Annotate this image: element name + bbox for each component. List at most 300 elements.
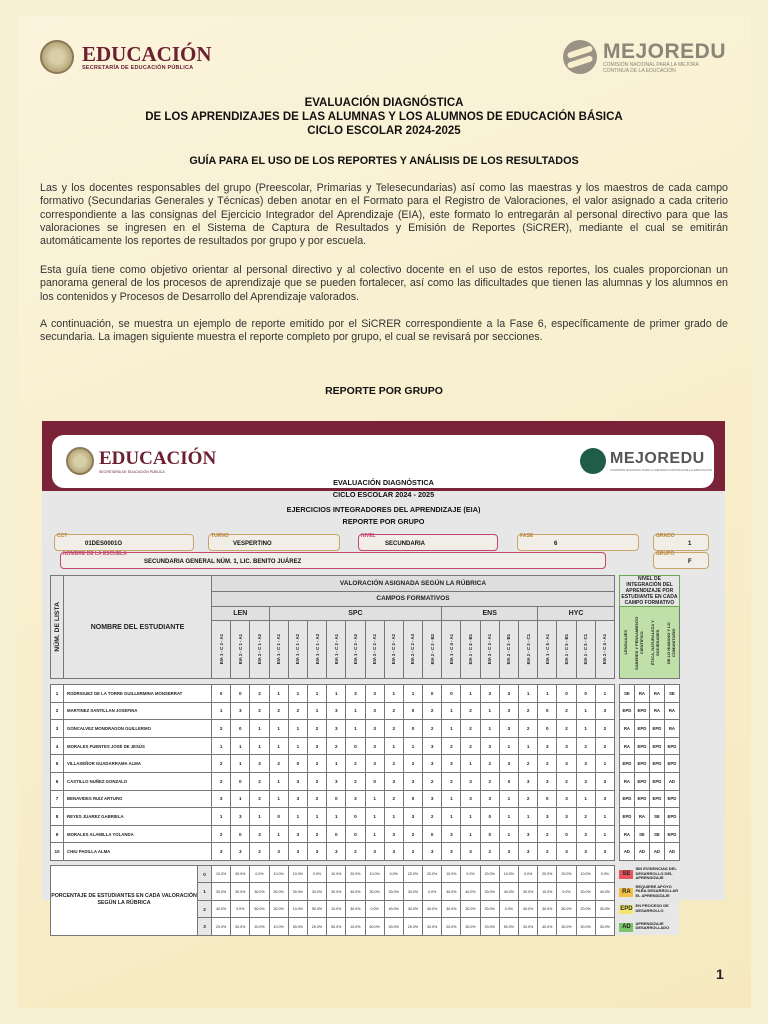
criterion-6	[327, 621, 346, 679]
score-cell: 1	[288, 720, 307, 738]
turno-value: VESPERTINO	[233, 541, 272, 547]
criterion-label: EIA 2 - C 2 - A3	[410, 633, 416, 665]
legend-text: APRENDIZAJE DESARROLLADO	[635, 920, 670, 931]
legend-ra	[619, 883, 679, 901]
percent-cell: 0.0%	[595, 865, 614, 883]
score-cell: 1	[480, 720, 499, 738]
score-cell: 0	[231, 772, 250, 790]
score-cell: 3	[423, 755, 442, 773]
score-cell: 1	[403, 685, 422, 703]
percent-cell: 0.0%	[557, 883, 576, 901]
score-cell: 0	[538, 720, 557, 738]
score-cell: 2	[403, 755, 422, 773]
grado-value: 1	[688, 541, 692, 547]
header-campos-formativos: CAMPOS FORMATIVOS	[212, 591, 615, 607]
score-cell: 1	[250, 737, 269, 755]
student-number: 8	[51, 808, 64, 826]
score-cell: 1	[288, 737, 307, 755]
percent-cell: 40.0%	[442, 883, 461, 901]
score-cell: 1	[346, 702, 365, 720]
page-number: 1	[716, 966, 724, 982]
score-cell: 3	[423, 790, 442, 808]
score-cell: 3	[576, 755, 595, 773]
score-cell: 2	[250, 772, 269, 790]
cct-label: CCT	[57, 533, 68, 539]
criterion-label: EIA 1 - C 5 - A1	[544, 633, 550, 665]
score-cell: 0	[557, 825, 576, 843]
score-cell: 1	[269, 685, 288, 703]
score-cell: 3	[307, 737, 326, 755]
score-cell: 1	[269, 772, 288, 790]
criterion-20	[595, 621, 614, 679]
score-cell: 1	[365, 808, 384, 826]
percent-cell: 0.0%	[499, 900, 518, 918]
percent-cell: 30.0%	[461, 900, 480, 918]
score-cell: 3	[288, 843, 307, 861]
result-cell: RA	[619, 772, 634, 790]
doc-title-3: CICLO ESCOLAR 2024-2025	[307, 125, 461, 137]
score-cell: 2	[269, 755, 288, 773]
score-cell: 1	[307, 808, 326, 826]
percent-cell: 20.0%	[480, 865, 499, 883]
percent-cell: 20.0%	[212, 918, 231, 936]
result-cell: EPD	[619, 702, 634, 720]
score-cell: 1	[269, 790, 288, 808]
score-cell: 3	[480, 737, 499, 755]
percent-cell: 30.0%	[595, 900, 614, 918]
score-cell: 2	[519, 720, 538, 738]
percent-cell: 40.0%	[231, 865, 250, 883]
score-cell: 1	[307, 702, 326, 720]
score-cell: 1	[519, 685, 538, 703]
score-cell: 2	[403, 825, 422, 843]
header-valoracion: VALORACIÓN ASIGNADA SEGÚN LA RÚBRICA	[212, 576, 615, 592]
score-cell: 3	[346, 790, 365, 808]
score-cell: 2	[250, 702, 269, 720]
score-cell: 2	[576, 808, 595, 826]
score-cell: 1	[212, 702, 231, 720]
score-cell: 2	[423, 772, 442, 790]
score-cell: 0	[480, 808, 499, 826]
mejoredu-wordmark: MEJOREDU	[603, 39, 727, 63]
score-cell: 1	[365, 790, 384, 808]
legend-text: EN PROCESO DE DESARROLLO	[635, 903, 669, 913]
campo-2: ÉTICA, NATURALEZA Y SOCIEDADES	[649, 620, 660, 665]
fase-value: 6	[554, 541, 558, 547]
score-cell: 3	[212, 843, 231, 861]
score-cell: 3	[461, 843, 480, 861]
score-cell: 1	[384, 737, 403, 755]
header-student-name: NOMBRE DEL ESTUDIANTE	[64, 576, 212, 679]
report-sep-subtitle: SECRETARÍA DE EDUCACIÓN PÚBLICA	[99, 470, 165, 474]
percent-cell: 50.0%	[307, 900, 326, 918]
score-cell: 3	[365, 685, 384, 703]
result-cell: EPD	[664, 825, 679, 843]
turno-field	[208, 534, 340, 551]
criterion-label: EIA 2 - C 1 - A1	[237, 633, 243, 665]
percent-cell: 40.0%	[423, 918, 442, 936]
criterion-label: EIA 2 - C 2 - B2	[429, 633, 435, 665]
score-cell: 1	[327, 808, 346, 826]
percent-cell: 50.0%	[327, 918, 346, 936]
criterion-5	[307, 621, 326, 679]
score-cell: 3	[327, 720, 346, 738]
criterion-label: EIA 1 - C 2 - A1	[333, 633, 339, 665]
result-cell: SE	[649, 808, 664, 826]
legend-epd	[619, 900, 679, 918]
percent-cell: 30.0%	[288, 883, 307, 901]
result-cell: EPD	[619, 790, 634, 808]
result-cell: EPD	[664, 808, 679, 826]
results-table	[50, 575, 680, 936]
table-row	[51, 702, 680, 720]
doc-title-2: DE LOS APRENDIZAJES DE LAS ALUMNAS Y LOS ALUMNOS DE EDUCACIÓN BÁSICA	[145, 111, 623, 123]
score-cell: 1	[461, 755, 480, 773]
score-cell: 2	[480, 755, 499, 773]
score-cell: 3	[288, 772, 307, 790]
student-name: MARTINEZ SANTILLAN JOSEFINA	[64, 702, 212, 720]
national-seal-icon	[40, 40, 74, 74]
score-cell: 1	[307, 685, 326, 703]
percent-cell: 30.0%	[403, 883, 422, 901]
percent-cell: 30.0%	[519, 918, 538, 936]
score-cell: 1	[403, 737, 422, 755]
percent-cell: 30.0%	[250, 883, 269, 901]
score-cell: 3	[595, 843, 614, 861]
percent-cell: 0.0%	[461, 865, 480, 883]
score-cell: 1	[212, 737, 231, 755]
student-number: 10	[51, 843, 64, 861]
criterion-9	[384, 621, 403, 679]
result-cell: RA	[634, 685, 649, 703]
score-cell: 3	[595, 790, 614, 808]
report-educacion-wordmark: EDUCACIÓN	[99, 448, 217, 469]
group-ens: ENS	[442, 607, 538, 621]
report-mejoredu-wordmark: MEJOREDU	[610, 450, 705, 467]
score-cell: 3	[557, 790, 576, 808]
criterion-13	[461, 621, 480, 679]
score-cell: 2	[423, 720, 442, 738]
result-cell: RA	[619, 737, 634, 755]
score-cell: 0	[327, 790, 346, 808]
score-cell: 1	[231, 737, 250, 755]
criterion-14	[480, 621, 499, 679]
criterion-label: EIA 1 - C 1 - A1	[276, 633, 282, 665]
table-row	[51, 808, 680, 826]
mejoredu-subtitle-1: COMISIÓN NACIONAL PARA LA MEJORA	[603, 61, 699, 68]
percent-cell: 20.0%	[538, 865, 557, 883]
criterion-12	[442, 621, 461, 679]
score-cell: 0	[346, 808, 365, 826]
result-cell: EPD	[619, 755, 634, 773]
score-cell: 1	[595, 755, 614, 773]
score-cell: 0	[231, 685, 250, 703]
score-cell: 2	[269, 702, 288, 720]
percent-cell: 50.0%	[269, 883, 288, 901]
score-cell: 2	[307, 755, 326, 773]
score-cell: 1	[499, 808, 518, 826]
report-title-3: EJERCICIOS INTEGRADORES DEL APRENDIZAJE (EIA)	[286, 505, 481, 514]
result-cell: EPD	[634, 702, 649, 720]
result-cell: EPD	[634, 720, 649, 738]
score-cell: 3	[327, 843, 346, 861]
score-cell: 3	[442, 755, 461, 773]
score-cell: 2	[461, 737, 480, 755]
score-cell: 2	[384, 702, 403, 720]
score-cell: 0	[212, 685, 231, 703]
result-cell: EPD	[649, 790, 664, 808]
score-cell: 0	[423, 825, 442, 843]
score-cell: 3	[423, 737, 442, 755]
score-cell: 3	[365, 720, 384, 738]
score-cell: 0	[499, 772, 518, 790]
sep-logo	[40, 40, 212, 74]
criterion-label: EIA 1 - C 4 - A1	[448, 633, 454, 665]
student-name: MORALES FUENTES JOSÉ DE JESÚS	[64, 737, 212, 755]
score-cell: 2	[423, 808, 442, 826]
section-title: REPORTE POR GRUPO	[325, 385, 443, 397]
percent-cell: 20.0%	[250, 918, 269, 936]
score-cell: 3	[480, 790, 499, 808]
criterion-0	[212, 621, 231, 679]
score-cell: 2	[307, 790, 326, 808]
criterion-19	[576, 621, 595, 679]
doc-subtitle: GUÍA PARA EL USO DE LOS REPORTES Y ANÁLISIS DE LOS RESULTADOS	[189, 155, 579, 167]
percent-cell: 30.0%	[461, 918, 480, 936]
result-cell: AD	[634, 843, 649, 861]
educacion-wordmark: EDUCACIÓN	[82, 41, 212, 66]
percent-cell: 10.0%	[499, 865, 518, 883]
report-title-4: REPORTE POR GRUPO	[342, 517, 425, 526]
percent-cell: 40.0%	[595, 883, 614, 901]
score-cell: 2	[327, 737, 346, 755]
percent-cell: 20.0%	[576, 900, 595, 918]
percent-cell: 0.0%	[423, 883, 442, 901]
score-cell: 1	[595, 825, 614, 843]
criterion-17	[538, 621, 557, 679]
percent-cell: 30.0%	[327, 883, 346, 901]
score-cell: 3	[250, 825, 269, 843]
criterion-10	[403, 621, 422, 679]
percent-key: 0	[198, 865, 212, 883]
score-cell: 3	[288, 790, 307, 808]
result-cell: EPD	[634, 737, 649, 755]
student-number: 1	[51, 685, 64, 703]
percent-cell: 20.0%	[442, 918, 461, 936]
percent-cell: 10.0%	[365, 865, 384, 883]
score-cell: 1	[576, 720, 595, 738]
score-cell: 1	[595, 685, 614, 703]
result-cell: AD	[619, 843, 634, 861]
score-cell: 3	[595, 702, 614, 720]
score-cell: 2	[557, 702, 576, 720]
score-cell: 3	[365, 702, 384, 720]
percent-cell: 0.0%	[250, 865, 269, 883]
score-cell: 2	[519, 702, 538, 720]
percent-cell: 10.0%	[288, 865, 307, 883]
percent-cell: 50.0%	[288, 918, 307, 936]
percent-cell: 30.0%	[557, 918, 576, 936]
percent-cell: 30.0%	[595, 918, 614, 936]
score-cell: 0	[403, 720, 422, 738]
percent-cell: 40.0%	[346, 883, 365, 901]
result-cell: RA	[649, 702, 664, 720]
result-cell: EPD	[649, 755, 664, 773]
criterion-label: EIA 1 - C 4 - B1	[468, 633, 474, 665]
result-cell: RA	[634, 808, 649, 826]
criterion-1	[231, 621, 250, 679]
score-cell: 2	[384, 790, 403, 808]
score-cell: 1	[576, 702, 595, 720]
table-row	[51, 825, 680, 843]
score-cell: 3	[442, 843, 461, 861]
score-cell: 0	[288, 755, 307, 773]
score-cell: 3	[595, 772, 614, 790]
percent-cell: 40.0%	[212, 900, 231, 918]
percent-cell: 40.0%	[384, 900, 403, 918]
percent-cell: 10.0%	[538, 883, 557, 901]
group-spc: SPC	[269, 607, 442, 621]
result-cell: RA	[649, 685, 664, 703]
score-cell: 2	[346, 843, 365, 861]
criterion-label: EIA 2 - C 1 - A2	[256, 633, 262, 665]
criterion-label: EIA 2 - C 4 - A1	[602, 633, 608, 665]
report-title-2: CICLO ESCOLAR 2024 - 2025	[332, 490, 435, 499]
score-cell: 0	[231, 825, 250, 843]
score-cell: 3	[576, 843, 595, 861]
criterion-label: EIA 1 - C 2 - A2	[352, 633, 358, 665]
grupo-field	[653, 552, 709, 569]
score-cell: 2	[250, 790, 269, 808]
percent-cell: 20.0%	[557, 865, 576, 883]
score-cell: 0	[365, 772, 384, 790]
result-cell: EPD	[634, 755, 649, 773]
score-cell: 0	[423, 685, 442, 703]
result-cell: EPD	[649, 737, 664, 755]
sep-subtitle: SECRETARÍA DE EDUCACIÓN PÚBLICA	[82, 64, 194, 71]
result-cell: EPD	[634, 790, 649, 808]
percent-cell: 30.0%	[269, 900, 288, 918]
result-cell: AD	[664, 772, 679, 790]
paragraph-3: A continuación, se muestra un ejemplo de reporte emitido por el SiCRER correspondiente a la Fase 6, específicamente de primer grado de secundaria. La imagen siguiente muestra el reporte completo por grupo, el cual se revisará por secciones.	[40, 318, 728, 344]
percent-cell: 30.0%	[346, 900, 365, 918]
score-cell: 2	[212, 755, 231, 773]
score-cell: 3	[327, 772, 346, 790]
score-cell: 2	[442, 772, 461, 790]
table-row	[51, 737, 680, 755]
percent-cell: 50.0%	[557, 900, 576, 918]
score-cell: 3	[288, 825, 307, 843]
score-cell: 2	[480, 843, 499, 861]
nivel-field	[358, 534, 498, 551]
score-cell: 1	[231, 790, 250, 808]
score-cell: 3	[307, 843, 326, 861]
criterion-2	[250, 621, 269, 679]
percent-cell: 30.0%	[538, 900, 557, 918]
result-cell: RA	[619, 825, 634, 843]
header-list-number-text: NÚM. DE LISTA	[53, 601, 61, 652]
campo-0: LENGUAJES	[622, 630, 628, 655]
percent-cell: 30.0%	[576, 918, 595, 936]
student-name: MORALES ALAMILLA YOLANDA	[64, 825, 212, 843]
score-cell: 1	[269, 825, 288, 843]
criterion-11	[423, 621, 442, 679]
result-cell: EPD	[664, 755, 679, 773]
student-name: REYES JUAREZ GABRIELA	[64, 808, 212, 826]
percent-cell: 30.0%	[442, 900, 461, 918]
percent-cell: 20.0%	[423, 865, 442, 883]
legend-code: EPD	[620, 906, 633, 913]
score-cell: 3	[231, 843, 250, 861]
criterion-label: EIA 2 - C 3 - B1	[506, 633, 512, 665]
student-number: 3	[51, 720, 64, 738]
score-cell: 3	[557, 808, 576, 826]
percent-cell: 0.0%	[365, 900, 384, 918]
score-cell: 3	[461, 772, 480, 790]
student-name: VILLASEÑOR GUADARRAMA ALMA	[64, 755, 212, 773]
percent-cell: 10.0%	[346, 918, 365, 936]
criterion-16	[519, 621, 538, 679]
score-cell: 2	[519, 790, 538, 808]
criterion-8	[365, 621, 384, 679]
mejoredu-logo	[563, 40, 726, 74]
percent-cell: 30.0%	[576, 883, 595, 901]
result-cell: EPD	[634, 772, 649, 790]
score-cell: 1	[461, 825, 480, 843]
grado-field	[653, 534, 709, 551]
criterion-label: EIA 2 - C 2 - A2	[391, 633, 397, 665]
percent-cell: 10.0%	[576, 865, 595, 883]
table-row	[51, 843, 680, 861]
score-cell: 1	[499, 790, 518, 808]
score-cell: 0	[231, 720, 250, 738]
score-cell: 2	[595, 737, 614, 755]
percent-cell: 10.0%	[288, 900, 307, 918]
score-cell: 0	[538, 702, 557, 720]
result-cell: EPD	[649, 772, 664, 790]
student-number: 5	[51, 755, 64, 773]
score-cell: 3	[212, 790, 231, 808]
percent-cell: 20.0%	[403, 918, 422, 936]
score-cell: 2	[442, 737, 461, 755]
percent-cell: 20.0%	[480, 918, 499, 936]
student-name: BENAVIDES RUIZ ARTURO	[64, 790, 212, 808]
group-len: LEN	[212, 607, 270, 621]
fase-label: FASE	[520, 533, 534, 539]
result-cell: AD	[664, 843, 679, 861]
score-cell: 1	[499, 737, 518, 755]
percent-cell: 40.0%	[461, 883, 480, 901]
score-cell: 3	[557, 843, 576, 861]
criterion-label: EIA 1 - C 1 - A3	[314, 633, 320, 665]
percent-cell: 30.0%	[384, 918, 403, 936]
student-number: 6	[51, 772, 64, 790]
header-list-number	[51, 576, 64, 679]
percent-cell: 0.0%	[384, 865, 403, 883]
percent-cell: 30.0%	[212, 883, 231, 901]
score-cell: 2	[250, 685, 269, 703]
escuela-label: NOMBRE DE LA ESCUELA	[63, 551, 127, 557]
score-cell: 0	[269, 808, 288, 826]
score-cell: 3	[346, 685, 365, 703]
doc-title-1: EVALUACIÓN DIAGNÓSTICA	[304, 97, 464, 109]
report-mejoredu-subtitle: COMISIÓN NACIONAL PARA LA MEJORA CONTINUA DE LA EDUCACIÓN	[610, 468, 712, 472]
score-cell: 0	[538, 790, 557, 808]
student-name: RODRIGUEZ DE LA TORRE GUILLERMINA MONSERRAT	[64, 685, 212, 703]
score-cell: 1	[461, 808, 480, 826]
percent-cell: 10.0%	[212, 865, 231, 883]
score-cell: 3	[519, 825, 538, 843]
